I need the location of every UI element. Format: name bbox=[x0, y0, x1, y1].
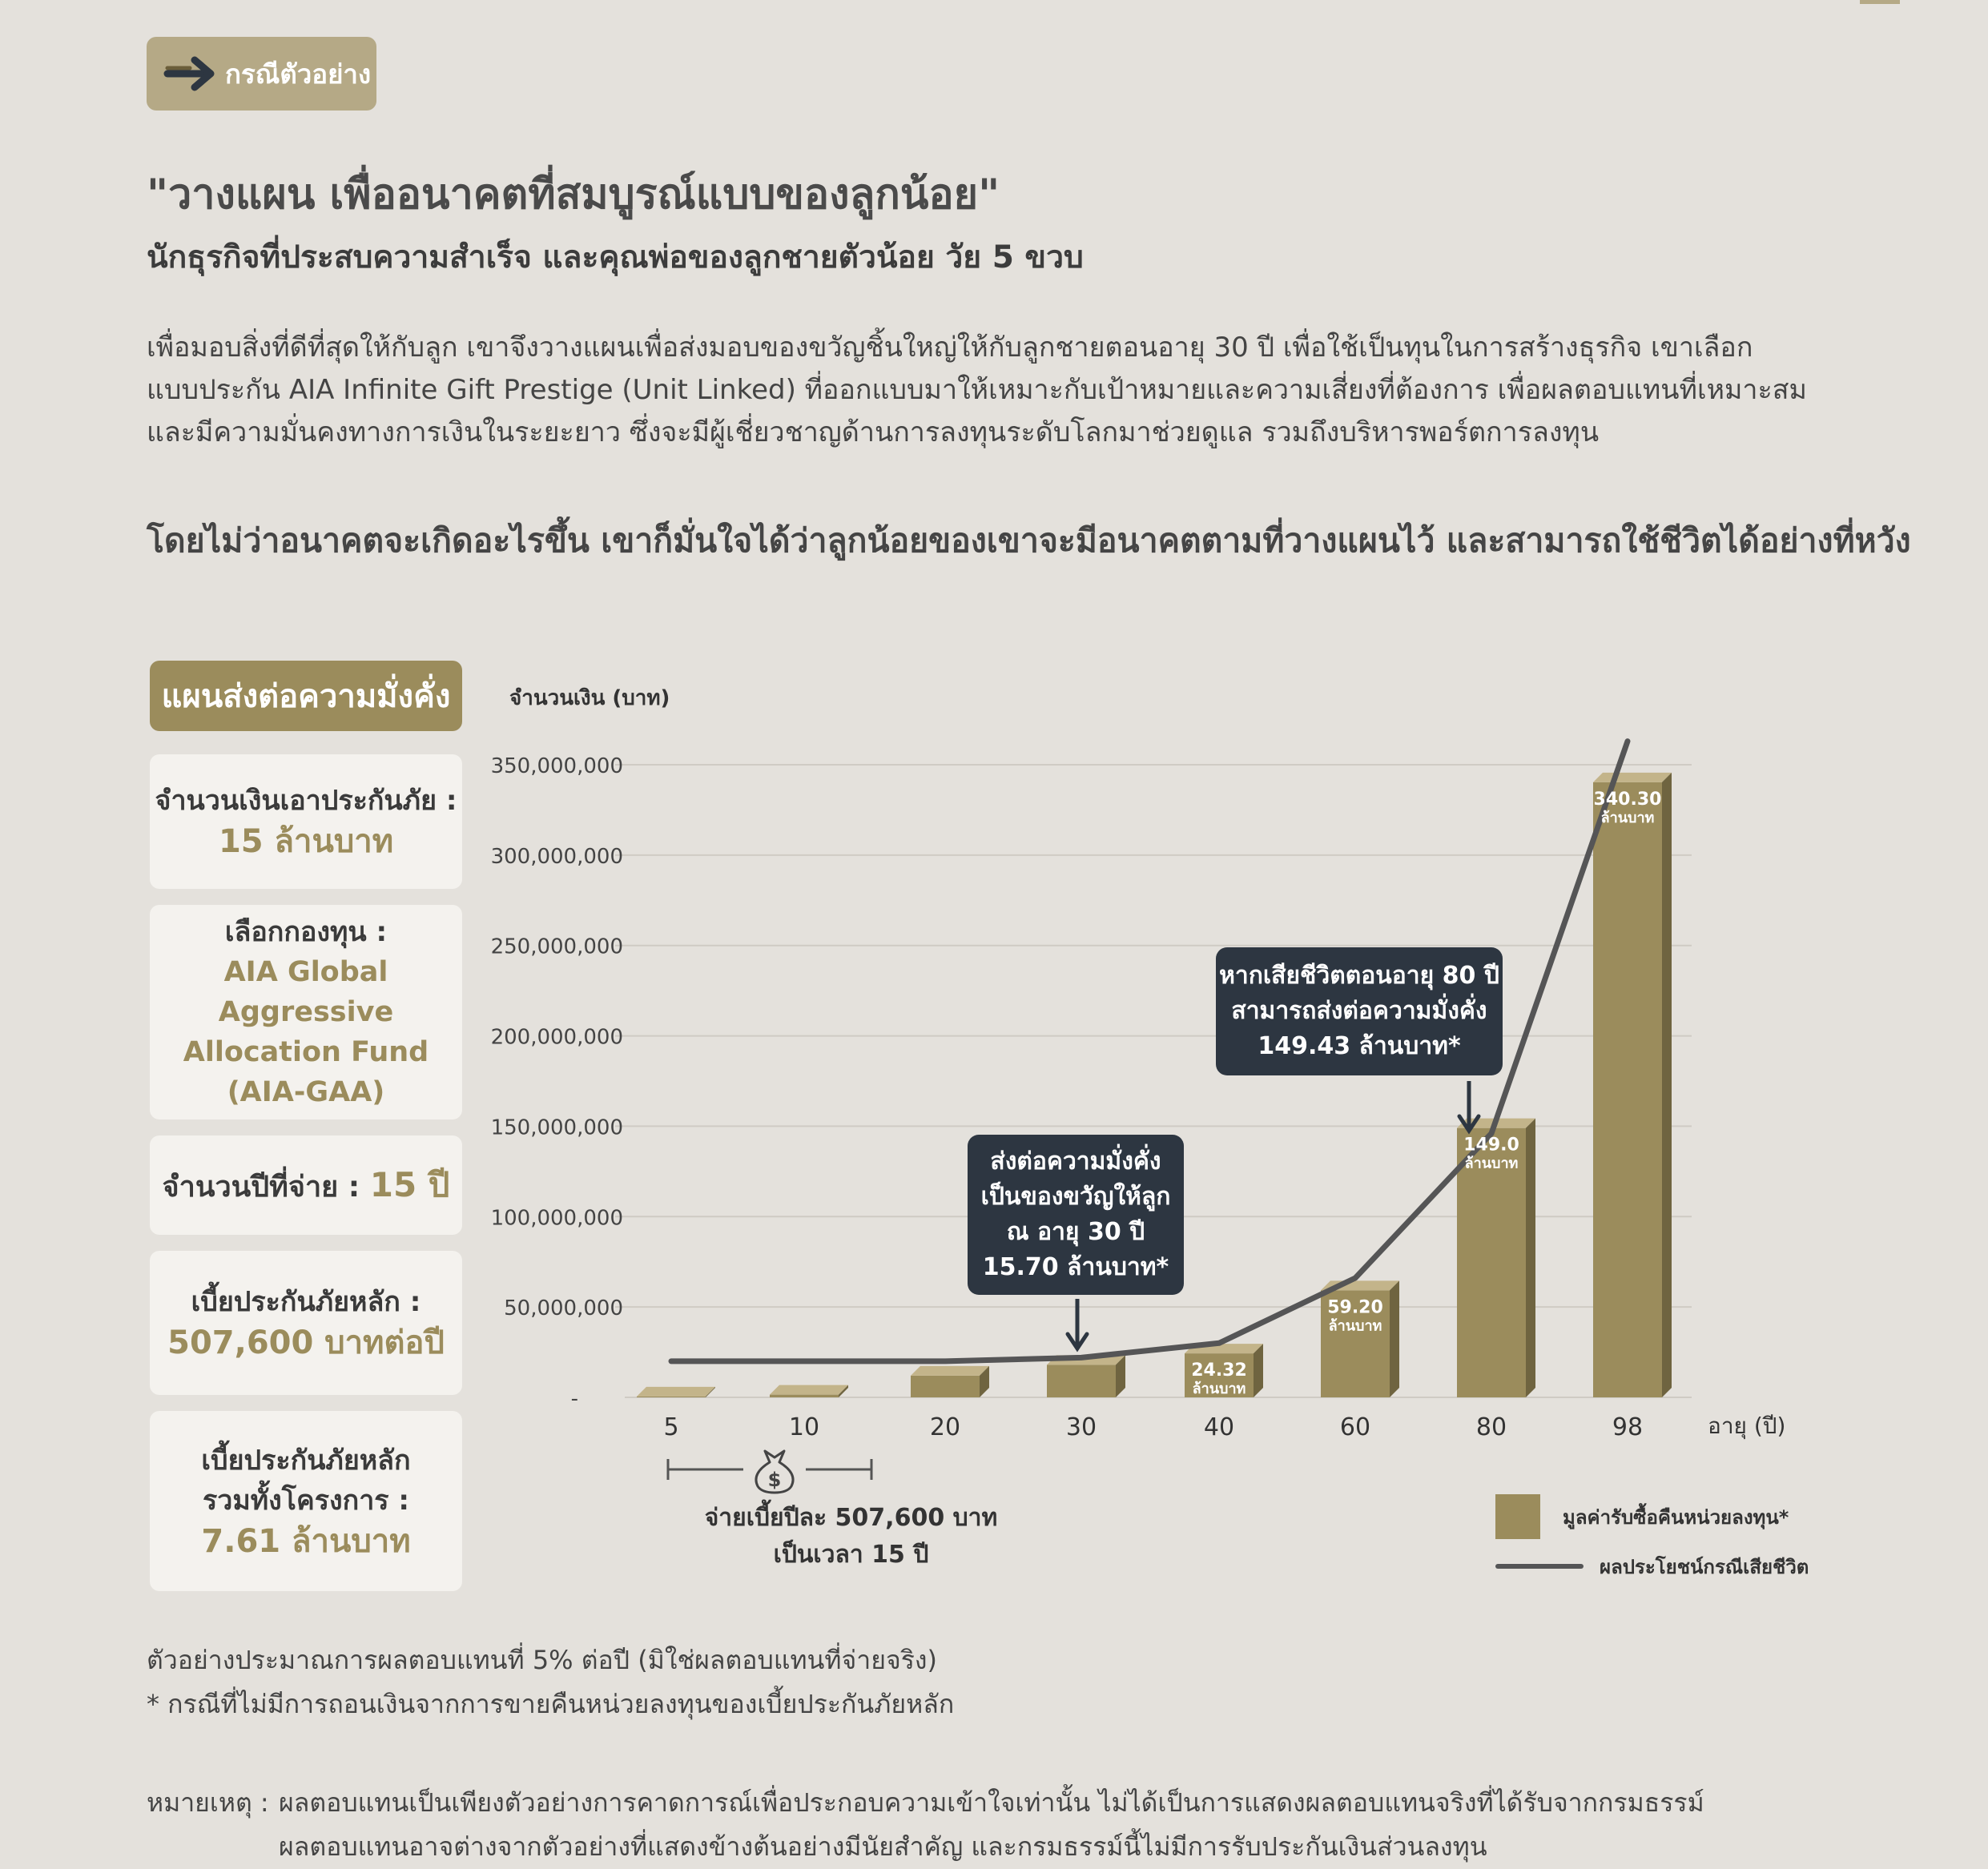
intro-line: แบบประกัน AIA Infinite Gift Prestige (Unit Linked) ที่ออกแบบมาให้เหมาะกับเป้าหมายและความเสี่ยงที่ต้องการ เพื่อผลตอบแทนที่เหมาะสม bbox=[147, 374, 1807, 406]
bar-side-face bbox=[1526, 1119, 1535, 1397]
intro-line: เพื่อมอบสิ่งที่ดีที่สุดให้กับลูก เขาจึงวางแผนเพื่อส่งมอบของขวัญชิ้นใหญ่ให้กับลูกชายตอนอายุ 30 ปี เพื่อใช้เป็นทุนในการสร้างธุรกิจ เขาเลือก bbox=[147, 332, 1753, 364]
callout-line: สามารถส่งต่อความมั่งคั่ง bbox=[1231, 997, 1487, 1025]
bar bbox=[1047, 1365, 1116, 1397]
premium-value: 507,600 บาทต่อปี bbox=[167, 1324, 445, 1361]
callout-line: ณ อายุ 30 ปี bbox=[1006, 1218, 1145, 1246]
callout-age-30 bbox=[968, 1135, 1184, 1295]
fund-name-line: Allocation Fund bbox=[183, 1036, 429, 1068]
money-bag-symbol: $ bbox=[767, 1469, 782, 1491]
y-tick-label: 150,000,000 bbox=[490, 1115, 623, 1140]
y-tick-label: 250,000,000 bbox=[490, 934, 623, 959]
chart-legend bbox=[1495, 1494, 1809, 1589]
bar-value-label: 149.0 bbox=[1463, 1135, 1519, 1156]
x-axis-title: อายุ (ปี) bbox=[1708, 1413, 1786, 1439]
callout-age-80 bbox=[1216, 947, 1503, 1075]
premium-label: เบี้ยประกันภัยหลัก : bbox=[191, 1286, 421, 1318]
legend-item-bar bbox=[1495, 1494, 1809, 1539]
remark-line: ผลตอบแทนเป็นเพียงตัวอย่างการคาดการณ์เพื่อประกอบความเข้าใจเท่านั้น ไม่ได้เป็นการแสดงผลตอบแทนจริงที่ได้รับจากกรมธรรม์ bbox=[279, 1787, 1704, 1818]
bar-top-face bbox=[770, 1385, 848, 1395]
legend-bar-label: มูลค่ารับซื้อคืนหน่วยลงทุน* bbox=[1563, 1505, 1789, 1529]
legend-line-label: ผลประโยชน์กรณีเสียชีวิต bbox=[1600, 1555, 1809, 1578]
remark-head: หมายเหตุ : bbox=[147, 1787, 269, 1818]
y-tick-label: 200,000,000 bbox=[490, 1025, 623, 1050]
legend-item-line bbox=[1495, 1544, 1809, 1589]
remark-lines bbox=[279, 1781, 1704, 1869]
x-tick-label: 5 bbox=[663, 1413, 679, 1441]
fund-name-line: AIA Global Aggressive bbox=[218, 956, 394, 1028]
bar-side-face bbox=[1662, 773, 1672, 1397]
bar bbox=[1593, 782, 1662, 1397]
page-subtitle: นักธุรกิจที่ประสบความสำเร็จ และคุณพ่อของลูกชายตัวน้อย วัย 5 ขวบ bbox=[147, 239, 1084, 275]
bar-top-face bbox=[911, 1366, 989, 1376]
bar-unit-label: ล้านบาท bbox=[1328, 1317, 1382, 1335]
x-tick-label: 20 bbox=[929, 1413, 961, 1441]
fund-label: เลือกกองทุน : bbox=[224, 916, 388, 948]
y-tick-label: - bbox=[570, 1387, 578, 1411]
legend-line-swatch bbox=[1495, 1564, 1584, 1569]
badge-label: กรณีตัวอย่าง bbox=[225, 58, 372, 90]
footnote-return: ตัวอย่างประมาณการผลตอบแทนที่ 5% ต่อปี (มิใช่ผลตอบแทนที่จ่ายจริง) bbox=[147, 1645, 938, 1675]
legend-bar-swatch bbox=[1495, 1494, 1540, 1539]
x-tick-label: 10 bbox=[788, 1413, 820, 1441]
bar-value-label: 340.30 bbox=[1593, 789, 1662, 810]
plan-panel-title: แผนส่งต่อความมั่งคั่ง bbox=[150, 661, 462, 731]
x-tick-label: 80 bbox=[1475, 1413, 1507, 1441]
total-premium-label-line: เบี้ยประกันภัยหลัก bbox=[201, 1444, 411, 1477]
y-axis-title: จำนวนเงิน (บาท) bbox=[509, 686, 670, 710]
y-tick-label: 300,000,000 bbox=[490, 844, 623, 869]
y-tick-label: 50,000,000 bbox=[504, 1296, 623, 1321]
fund-name-line: (AIA-GAA) bbox=[227, 1076, 385, 1108]
bar-top-face bbox=[637, 1387, 715, 1397]
highlight-statement: โดยไม่ว่าอนาคตจะเกิดอะไรขึ้น เขาก็มั่นใจได้ว่าลูกน้อยของเขาจะมีอนาคตตามที่วางแผนไว้ และสามารถใช้ชีวิตได้อย่างที่หวัง bbox=[147, 521, 1911, 560]
bar-side-face bbox=[1390, 1280, 1399, 1397]
bar-value-label: 59.20 bbox=[1327, 1297, 1383, 1318]
sum-insured-label: จำนวนเงินเอาประกันภัย : bbox=[155, 785, 457, 817]
x-tick-label: 98 bbox=[1612, 1413, 1644, 1441]
y-tick-label: 100,000,000 bbox=[490, 1206, 623, 1231]
bar-value-label: 24.32 bbox=[1191, 1361, 1247, 1381]
y-tick-label: 350,000,000 bbox=[490, 754, 623, 778]
bar-unit-label: ล้านบาท bbox=[1600, 809, 1655, 826]
callout-line: หากเสียชีวิตตอนอายุ 80 ปี bbox=[1219, 962, 1499, 990]
money-bag-icon bbox=[756, 1451, 793, 1493]
bar-unit-label: ล้านบาท bbox=[1192, 1381, 1246, 1398]
footnote-no-withdrawal: * กรณีที่ไม่มีการถอนเงินจากการขายคืนหน่วยลงทุนของเบี้ยประกันภัยหลัก bbox=[147, 1689, 955, 1719]
callout-line: ส่งต่อความมั่งคั่ง bbox=[990, 1148, 1161, 1176]
bar-top-face bbox=[1593, 773, 1672, 782]
bar-unit-label: ล้านบาท bbox=[1464, 1155, 1519, 1172]
intro-line: และมีความมั่นคงทางการเงินในระยะยาว ซึ่งจะมีผู้เชี่ยวชาญด้านการลงทุนระดับโลกมาช่วยดูแล รวมถึงบริหารพอร์ตการลงทุน bbox=[147, 416, 1600, 448]
page-title: "วางแผน เพื่ออนาคตที่สมบูรณ์แบบของลูกน้อย" bbox=[147, 171, 1000, 219]
payment-note-line: จ่ายเบี้ยปีละ 507,600 บาท bbox=[704, 1504, 998, 1532]
payment-years-value: 15 ปี bbox=[369, 1165, 450, 1204]
payment-note bbox=[633, 1500, 1069, 1574]
total-premium-label-line: รวมทั้งโครงการ : bbox=[202, 1484, 410, 1517]
sum-insured-value: 15 ล้านบาท bbox=[218, 823, 394, 860]
payment-note-line: เป็นเวลา 15 ปี bbox=[773, 1541, 929, 1569]
x-tick-label: 30 bbox=[1065, 1413, 1097, 1441]
chart-labels bbox=[491, 686, 1786, 1441]
bar bbox=[911, 1376, 980, 1397]
callout-line: 15.70 ล้านบาท* bbox=[982, 1253, 1169, 1281]
total-premium-value: 7.61 ล้านบาท bbox=[201, 1522, 411, 1560]
remark-line: ผลตอบแทนอาจต่างจากตัวอย่างที่แสดงข้างต้นอย่างมีนัยสำคัญ และกรมธรรม์นี้ไม่มีการรับประกันเงินส่วนลงทุน bbox=[279, 1831, 1487, 1862]
bar bbox=[770, 1395, 839, 1397]
chart-bars bbox=[637, 773, 1672, 1397]
x-tick-label: 60 bbox=[1339, 1413, 1371, 1441]
payment-years-label: จำนวนปีที่จ่าย : bbox=[162, 1171, 360, 1204]
callout-line: 149.43 ล้านบาท* bbox=[1258, 1032, 1461, 1060]
callout-line: เป็นของขวัญให้ลูก bbox=[980, 1183, 1171, 1211]
x-tick-label: 40 bbox=[1203, 1413, 1235, 1441]
